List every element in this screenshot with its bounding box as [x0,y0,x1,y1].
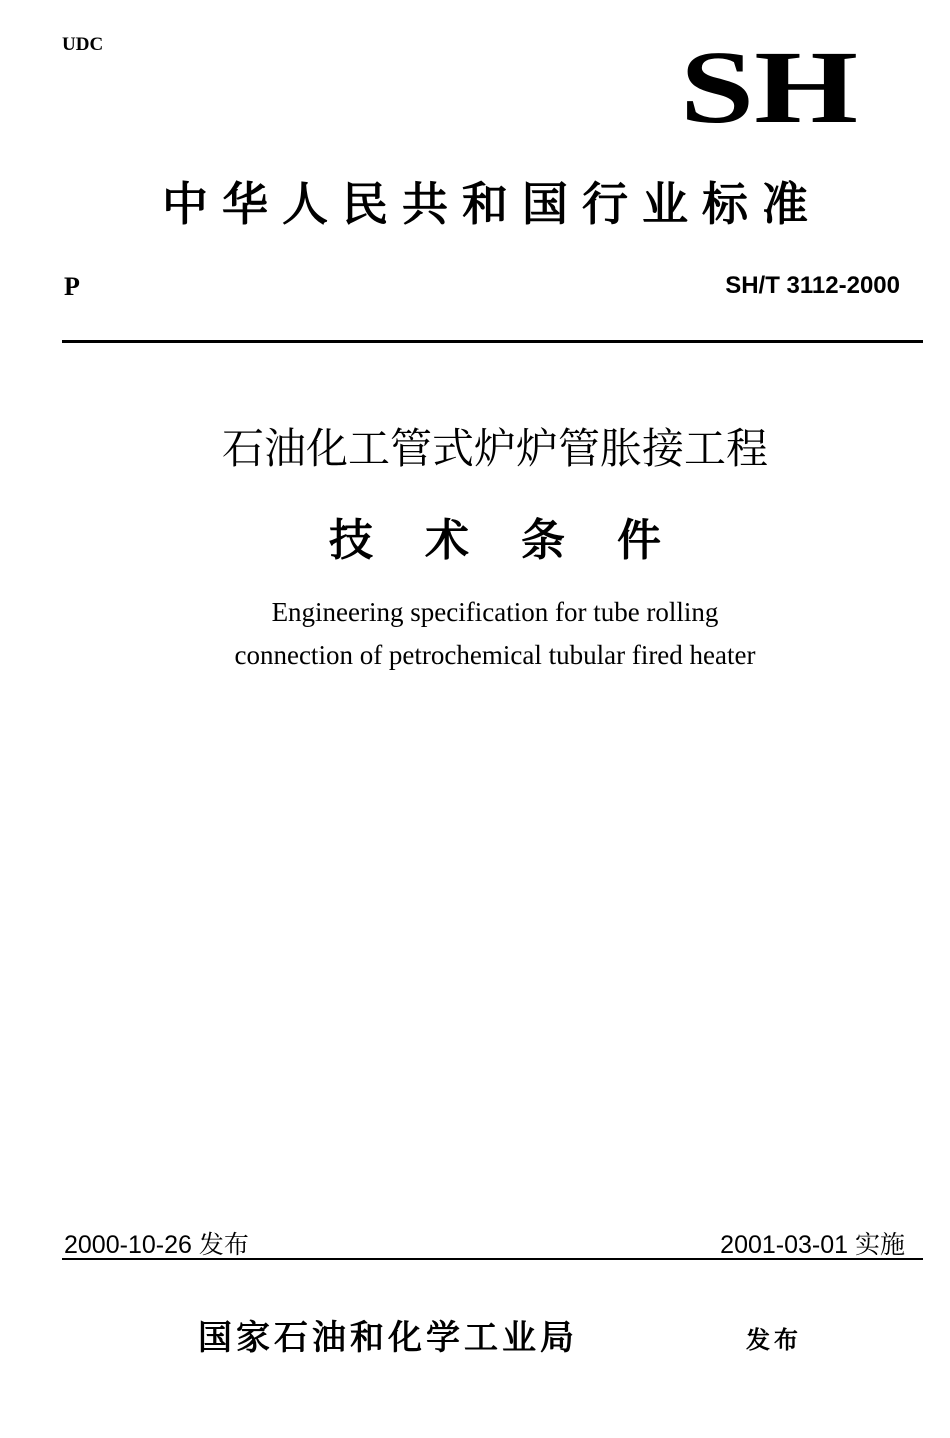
publisher-name: 国家石油和化学工业局 [198,1318,578,1358]
issue-date: 2000-10-26 发布 [64,1231,249,1259]
publisher-action: 发布 [746,1326,802,1354]
document-title-zh-line1: 石油化工管式炉炉管胀接工程 [221,424,768,473]
sh-logo [680,40,860,130]
standard-title: 中华人民共和国行业标准 [162,177,822,231]
document-title-en-line2: connection of petrochemical tubular fired heater [234,640,756,670]
classification-code: P [64,272,80,301]
sh-logo-graphic [680,40,860,130]
sh-logo-text: SH [680,40,858,130]
top-divider [62,340,923,343]
udc-label: UDC [62,34,104,55]
standard-number: SH/T 3112-2000 [725,272,900,299]
implementation-date: 2001-03-01 实施 [720,1231,905,1259]
document-title-en-line1: Engineering specification for tube rolling [271,597,719,627]
bottom-divider [62,1258,923,1260]
document-title-zh-line2: 技术条件 [329,515,713,566]
